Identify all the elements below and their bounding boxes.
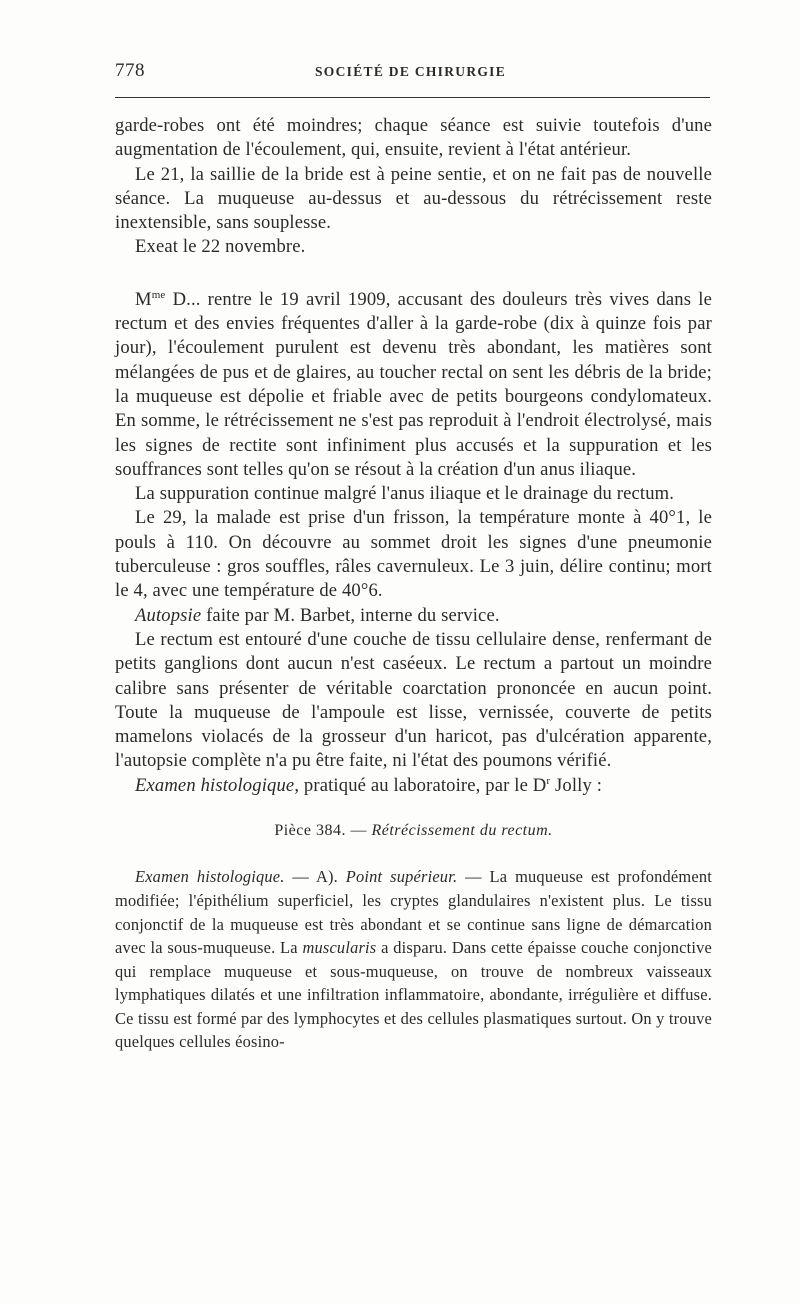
abbrev-madame: M: [135, 288, 152, 310]
paragraph-exeat: Exeat le 22 novembre.: [135, 236, 306, 258]
paragraph-patient-history: [115, 288, 712, 482]
caption-title: Rétrécissement du rectum.: [371, 822, 553, 840]
report-muscularis: muscularis: [302, 938, 377, 958]
paragraph-patient-history-text: D... rentre le 19 avril 1909, accusant des douleurs très vives dans le rectum et des envies fréquentes d'aller à la garde-robe (dix à quinze fois par jour), l'écoulement purulent est devenu très abondant, les matières sont mélangées de pus et de glaires, au toucher rectal on sent les débris de la bride; la muqueuse est dépolie et friable avec de petits bourgeons condylomateux. En somme, le rétrécissement ne s'est pas reproduit à l'endroit électrolysé, mais les signes de rectite sont infiniment plus accusés et la suppuration et les souffrances sont telles qu'on se résout à la création d'un anus iliaque.: [115, 288, 712, 480]
paragraph-day-21: Le 21, la saillie de la bride est à peine sentie, et on ne fait pas de nouvelle séance. La muqueuse au-dessus et au-dessous du rétrécissement reste inextensible, sans souplesse.: [115, 163, 712, 234]
paragraph-suppuration: La suppuration continue malgré l'anus iliaque et le drainage du rectum.: [135, 483, 675, 505]
caption-prefix: Pièce 384. —: [274, 822, 372, 840]
paragraph-day-29: Le 29, la malade est prise d'un frisson, la température monte à 40°1, le pouls à 110. On découvre au sommet droit les signes d'une pneumonie tuberculeuse : gros souffles, râles cavernuleux. Le 3 juin, délire continu; mort le 4, avec une température de 40°6.: [115, 507, 712, 602]
body-text: [115, 114, 712, 1054]
running-title: SOCIÉTÉ DE CHIRURGIE: [315, 64, 507, 79]
doctor-superscript: r: [546, 774, 551, 787]
autopsy-text: faite par M. Barbet, interne du service.: [201, 604, 500, 626]
header-rule: [115, 97, 710, 98]
histology-report: [115, 865, 712, 1054]
report-heading: Examen histologique.: [135, 867, 285, 887]
paragraph-histology-report: [115, 865, 712, 1054]
report-text-tail: a disparu. Dans cette épaisse couche conjonctive qui remplace muqueuse et sous-muqueuse, on trouve de nombreux vaisseaux lymphatiques dilatés et une infiltration inflammatoire, abondante, irrégulière et diffuse. Ce tissu est formé par des lymphocytes et des cellules plasmatiques surtout. On y trouve quelques cellules éosino-: [115, 938, 713, 1052]
abbrev-superscript: me: [151, 288, 166, 301]
histology-heading: Examen histologique: [135, 774, 295, 796]
histology-intro-text: , pratiqué au laboratoire, par le D: [294, 774, 547, 796]
histology-intro-tail: Jolly :: [550, 774, 603, 796]
page-header: [115, 60, 710, 88]
report-section-label: — A).: [284, 867, 346, 887]
specimen-caption: [115, 819, 712, 843]
report-text: — La muqueuse est profondément modifiée; l'épithélium superficiel, les cryptes glandulaires n'existent plus. Le tissu conjonctif de la muqueuse est très abondant et se continue sans ligne de démarcation avec la sous-muqueuse. La: [115, 867, 712, 958]
autopsy-heading: Autopsie: [135, 604, 202, 626]
paragraph-histology-intro: [115, 774, 712, 798]
page-number: 778: [115, 60, 145, 81]
paragraph-autopsy: [115, 604, 712, 628]
paragraph-continued: garde-robes ont été moindres; chaque séance est suivie toutefois d'une augmentation de l'écoulement, qui, ensuite, revient à l'état antérieur.: [115, 115, 712, 161]
report-point-label: Point supérieur.: [345, 867, 458, 887]
paragraph-rectum-findings: Le rectum est entouré d'une couche de tissu cellulaire dense, renfermant de petits ganglions dont aucun n'est caséeux. Le rectum a partout un moindre calibre sans présenter de véritable coarctation prononcée en aucun point. Toute la muqueuse de l'ampoule est lisse, vernissée, couverte de petits mamelons violacés de la grosseur d'un haricot, pas d'ulcération apparente, l'autopsie complète n'a pu être faite, ni l'état des poumons vérifié.: [115, 628, 712, 772]
